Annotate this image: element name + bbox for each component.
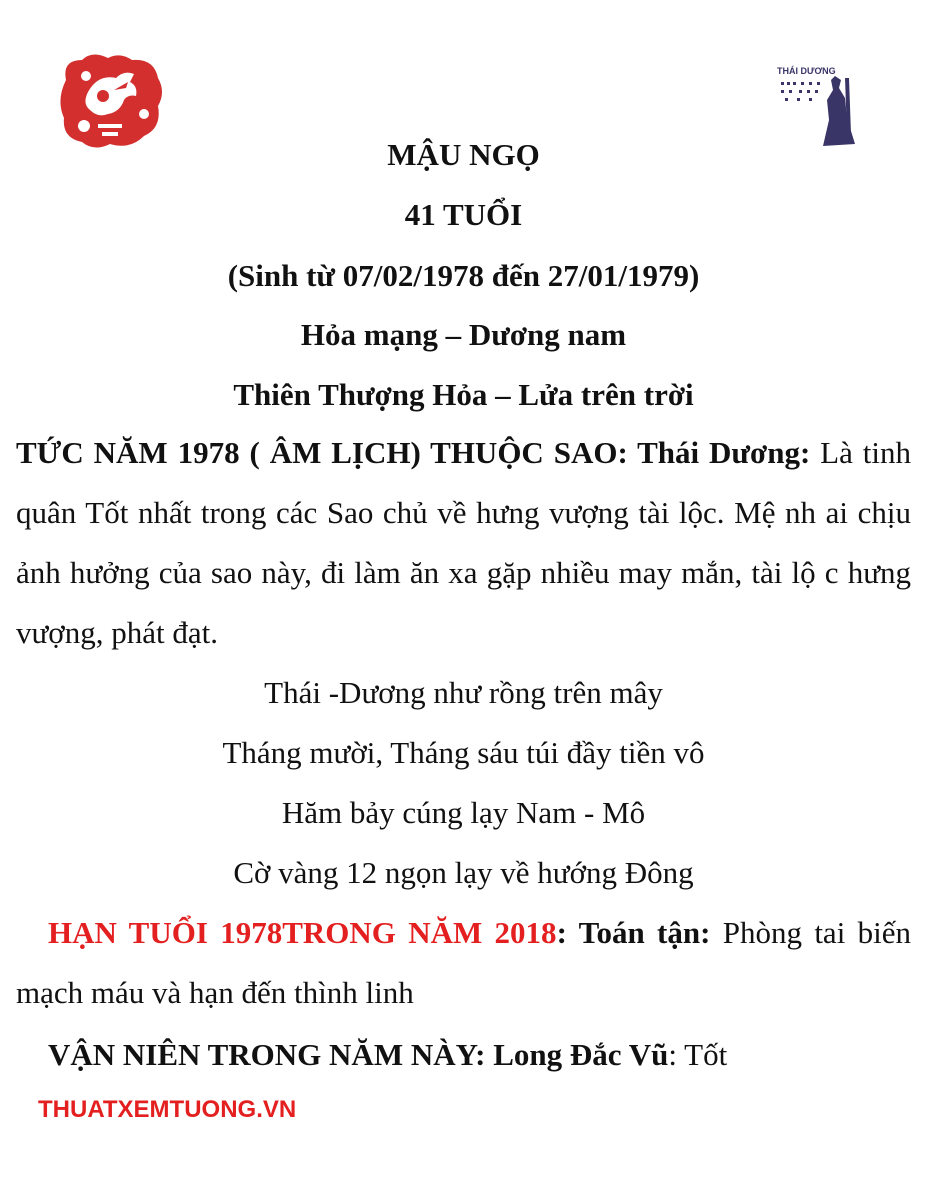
- element-line: Hỏa mạng – Dương nam: [300, 317, 627, 352]
- han-heading: HẠN TUỔI 1978TRONG NĂM 2018: [48, 915, 557, 950]
- page-title: MẬU NGỌ: [387, 137, 540, 172]
- han-paragraph: [16, 903, 911, 1023]
- element-description: Thiên Thượng Hỏa – Lửa trên trời: [233, 377, 694, 412]
- poem-line: Hăm bảy cúng lạy Nam - Mô: [281, 795, 646, 830]
- logo-text: THÁI DƯƠNG: [777, 66, 836, 76]
- han-label: Toán tận:: [578, 915, 711, 950]
- van-name: Long Đắc Vũ: [485, 1037, 669, 1072]
- poem-line: Cờ vàng 12 ngọn lạy về hướng Đông: [233, 855, 694, 890]
- star-text: Là tinh quân Tốt nhất trong các Sao chủ về hưng vượng tài lộc. Mệ nh ai chịu ảnh hưởng của sao này, đi làm ăn xa gặp nhiều may mắn, tài lộ c hưng vượng, phát đạt.: [16, 435, 912, 650]
- poem-line: Thái -Dương như rồng trên mây: [264, 675, 663, 710]
- han-colon: :: [556, 915, 579, 950]
- poem: [0, 663, 927, 903]
- star-lead: TỨC NĂM 1978 ( ÂM LỊCH) THUỘC SAO: Thái Dương:: [16, 435, 811, 470]
- van-text: : Tốt: [668, 1037, 728, 1072]
- van-heading: VẬN NIÊN TRONG NĂM NÀY:: [48, 1037, 486, 1072]
- birth-range: (Sinh từ 07/02/1978 đến 27/01/1979): [227, 258, 700, 293]
- poem-line: Tháng mười, Tháng sáu túi đầy tiền vô: [222, 735, 705, 770]
- site-watermark: THUATXEMTUONG.VN: [38, 1096, 297, 1123]
- han-text: Phòng tai biến mạch máu và hạn đến thình linh: [16, 915, 911, 1010]
- age-heading: 41 TUỔI: [404, 197, 523, 232]
- van-nien-paragraph: [16, 1025, 911, 1085]
- star-paragraph: [16, 423, 911, 663]
